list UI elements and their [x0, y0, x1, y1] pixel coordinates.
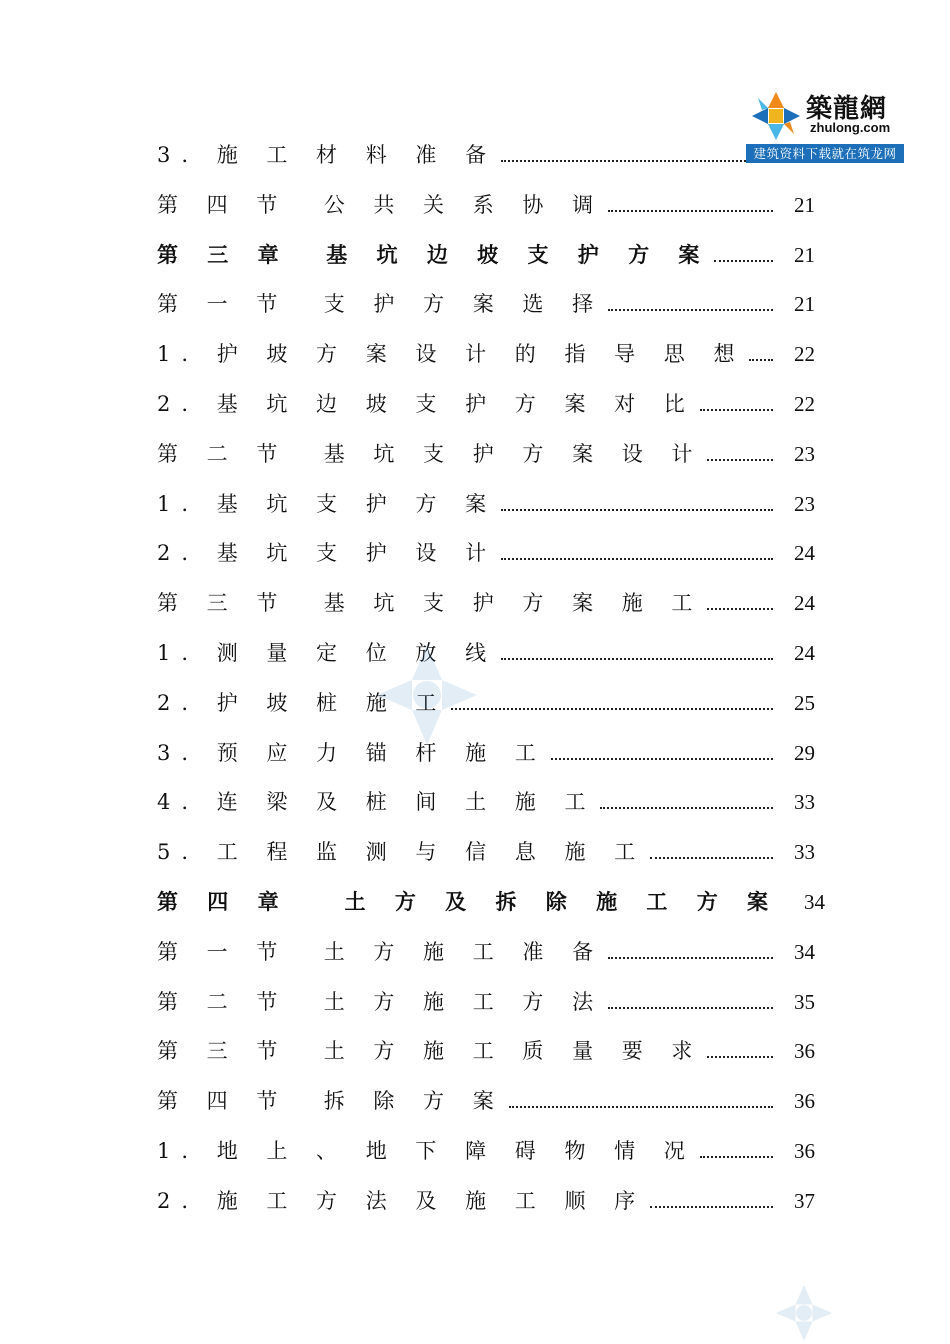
- toc-entry[interactable]: [157, 586, 815, 616]
- toc-entry[interactable]: [157, 636, 815, 666]
- toc-dot-leader: [501, 508, 773, 511]
- toc-page-number: 24: [794, 591, 815, 615]
- logo-name: 築龍網: [806, 94, 888, 124]
- toc-entry-label: 4. 连 梁 及 桩 间 土 施 工: [157, 790, 597, 814]
- toc-entry-label: 1. 测 量 定 位 放 线: [157, 641, 498, 665]
- toc-dot-leader: [600, 806, 773, 809]
- toc-dot-leader: [501, 557, 773, 560]
- toc-page-number: 35: [794, 990, 815, 1014]
- toc-entry[interactable]: [157, 1034, 815, 1064]
- toc-page-number: 21: [794, 243, 815, 267]
- toc-dot-leader: [650, 856, 773, 859]
- toc-entry[interactable]: [157, 985, 815, 1015]
- toc-page-number: 34: [804, 890, 826, 914]
- toc-dot-leader: [551, 757, 773, 760]
- toc-dot-leader: [707, 607, 773, 610]
- toc-entry-label: 第 三 章 基 坑 边 坡 支 护 方 案: [157, 242, 711, 267]
- toc-entry-label: 第 三 节 土 方 施 工 质 量 要 求: [157, 1039, 704, 1063]
- toc-entry[interactable]: [157, 287, 815, 317]
- toc-page-number: 36: [794, 1139, 815, 1163]
- toc-dot-leader: [700, 1155, 773, 1158]
- toc-entry-label: 第 四 章 土 方 及 拆 除 施 工 方 案: [157, 889, 780, 914]
- toc-page-number: 23: [794, 442, 815, 466]
- toc-entry-label: 第 一 节 土 方 施 工 准 备: [157, 940, 605, 964]
- toc-entry[interactable]: [157, 238, 815, 268]
- toc-entry-label: 2. 基 坑 支 护 设 计: [157, 541, 498, 565]
- toc-page-number: 36: [794, 1039, 815, 1063]
- toc-entry-label: 第 三 节 基 坑 支 护 方 案 施 工: [157, 591, 704, 615]
- toc-dot-leader: [608, 209, 773, 212]
- toc-entry[interactable]: [157, 188, 815, 218]
- toc-page-number: 22: [794, 342, 815, 366]
- toc-dot-leader: [749, 358, 773, 361]
- toc-entry[interactable]: [157, 437, 815, 467]
- toc-dot-leader: [707, 458, 773, 461]
- toc-entry[interactable]: [157, 138, 815, 168]
- toc-dot-leader: [608, 308, 773, 311]
- toc-entry-label: 第 二 节 土 方 施 工 方 法: [157, 990, 605, 1014]
- toc-page-number: 36: [794, 1089, 815, 1113]
- toc-dot-leader: [608, 956, 773, 959]
- snowflake-logo-icon: [748, 88, 804, 144]
- toc-page-number: 21: [794, 292, 815, 316]
- toc-entry-label: 3. 预 应 力 锚 杆 施 工: [157, 741, 547, 765]
- toc-entry-label: 1. 基 坑 支 护 方 案: [157, 492, 498, 516]
- toc-entry-label: 第 四 节 公 共 关 系 协 调: [157, 193, 605, 217]
- toc-dot-leader: [509, 1105, 773, 1108]
- toc-entry-label: 1. 护 坡 方 案 设 计 的 指 导 思 想: [157, 342, 746, 366]
- toc-page-number: 37: [794, 1189, 815, 1213]
- watermark-snowflake-icon: [772, 1282, 836, 1344]
- toc-entry[interactable]: [157, 736, 815, 766]
- toc-dot-leader: [714, 259, 773, 262]
- toc-page-number: 24: [794, 641, 815, 665]
- toc-entry-label: 2. 护 坡 桩 施 工: [157, 691, 448, 715]
- toc-entry[interactable]: [157, 387, 815, 417]
- toc-entry-label: 5. 工 程 监 测 与 信 息 施 工: [157, 840, 647, 864]
- toc-entry[interactable]: [157, 1084, 815, 1114]
- toc-entry-label: 3. 施 工 材 料 准 备: [157, 143, 498, 167]
- toc-page-number: 29: [794, 741, 815, 765]
- toc-entry[interactable]: [157, 1134, 815, 1164]
- toc-page-number: 33: [794, 790, 815, 814]
- toc-dot-leader: [501, 657, 773, 660]
- toc-page-number: 33: [794, 840, 815, 864]
- toc-entry-label: 1. 地 上 、 地 下 障 碍 物 情 况: [157, 1139, 696, 1163]
- toc-dot-leader: [650, 1205, 773, 1208]
- toc-dot-leader: [501, 159, 773, 162]
- toc-page-number: 25: [794, 691, 815, 715]
- logo-domain: zhulong.com: [810, 120, 891, 135]
- toc-entry-label: 第 一 节 支 护 方 案 选 择: [157, 292, 605, 316]
- toc-entry[interactable]: [157, 935, 815, 965]
- toc-dot-leader: [707, 1055, 773, 1058]
- toc-page-number: 22: [794, 392, 815, 416]
- logo-slogan: 建筑资料下载就在筑龙网: [746, 144, 904, 163]
- toc-page-number: 34: [794, 940, 815, 964]
- zhulong-logo: [746, 86, 904, 164]
- toc-dot-leader: [700, 408, 773, 411]
- toc-entry[interactable]: [157, 337, 815, 367]
- toc-entry-label: 第 四 节 拆 除 方 案: [157, 1089, 505, 1113]
- toc-entry[interactable]: [157, 536, 815, 566]
- toc-page-number: 23: [794, 492, 815, 516]
- toc-dot-leader: [451, 707, 773, 710]
- toc-entry[interactable]: [157, 835, 815, 865]
- toc-entry-label: 第 二 节 基 坑 支 护 方 案 设 计: [157, 442, 704, 466]
- watermark-snowflake-icon: [372, 640, 482, 750]
- toc-page-number: 24: [794, 541, 815, 565]
- toc-entry-label: 2. 基 坑 边 坡 支 护 方 案 对 比: [157, 392, 696, 416]
- toc-page-number: 21: [794, 193, 815, 217]
- toc-entry-label: 2. 施 工 方 法 及 施 工 顺 序: [157, 1189, 647, 1213]
- toc-entry[interactable]: [157, 1184, 815, 1214]
- toc-entry[interactable]: [157, 487, 815, 517]
- toc-entry[interactable]: [157, 686, 815, 716]
- toc-entry[interactable]: [157, 785, 815, 815]
- toc-dot-leader: [608, 1006, 773, 1009]
- toc-entry[interactable]: [157, 885, 826, 915]
